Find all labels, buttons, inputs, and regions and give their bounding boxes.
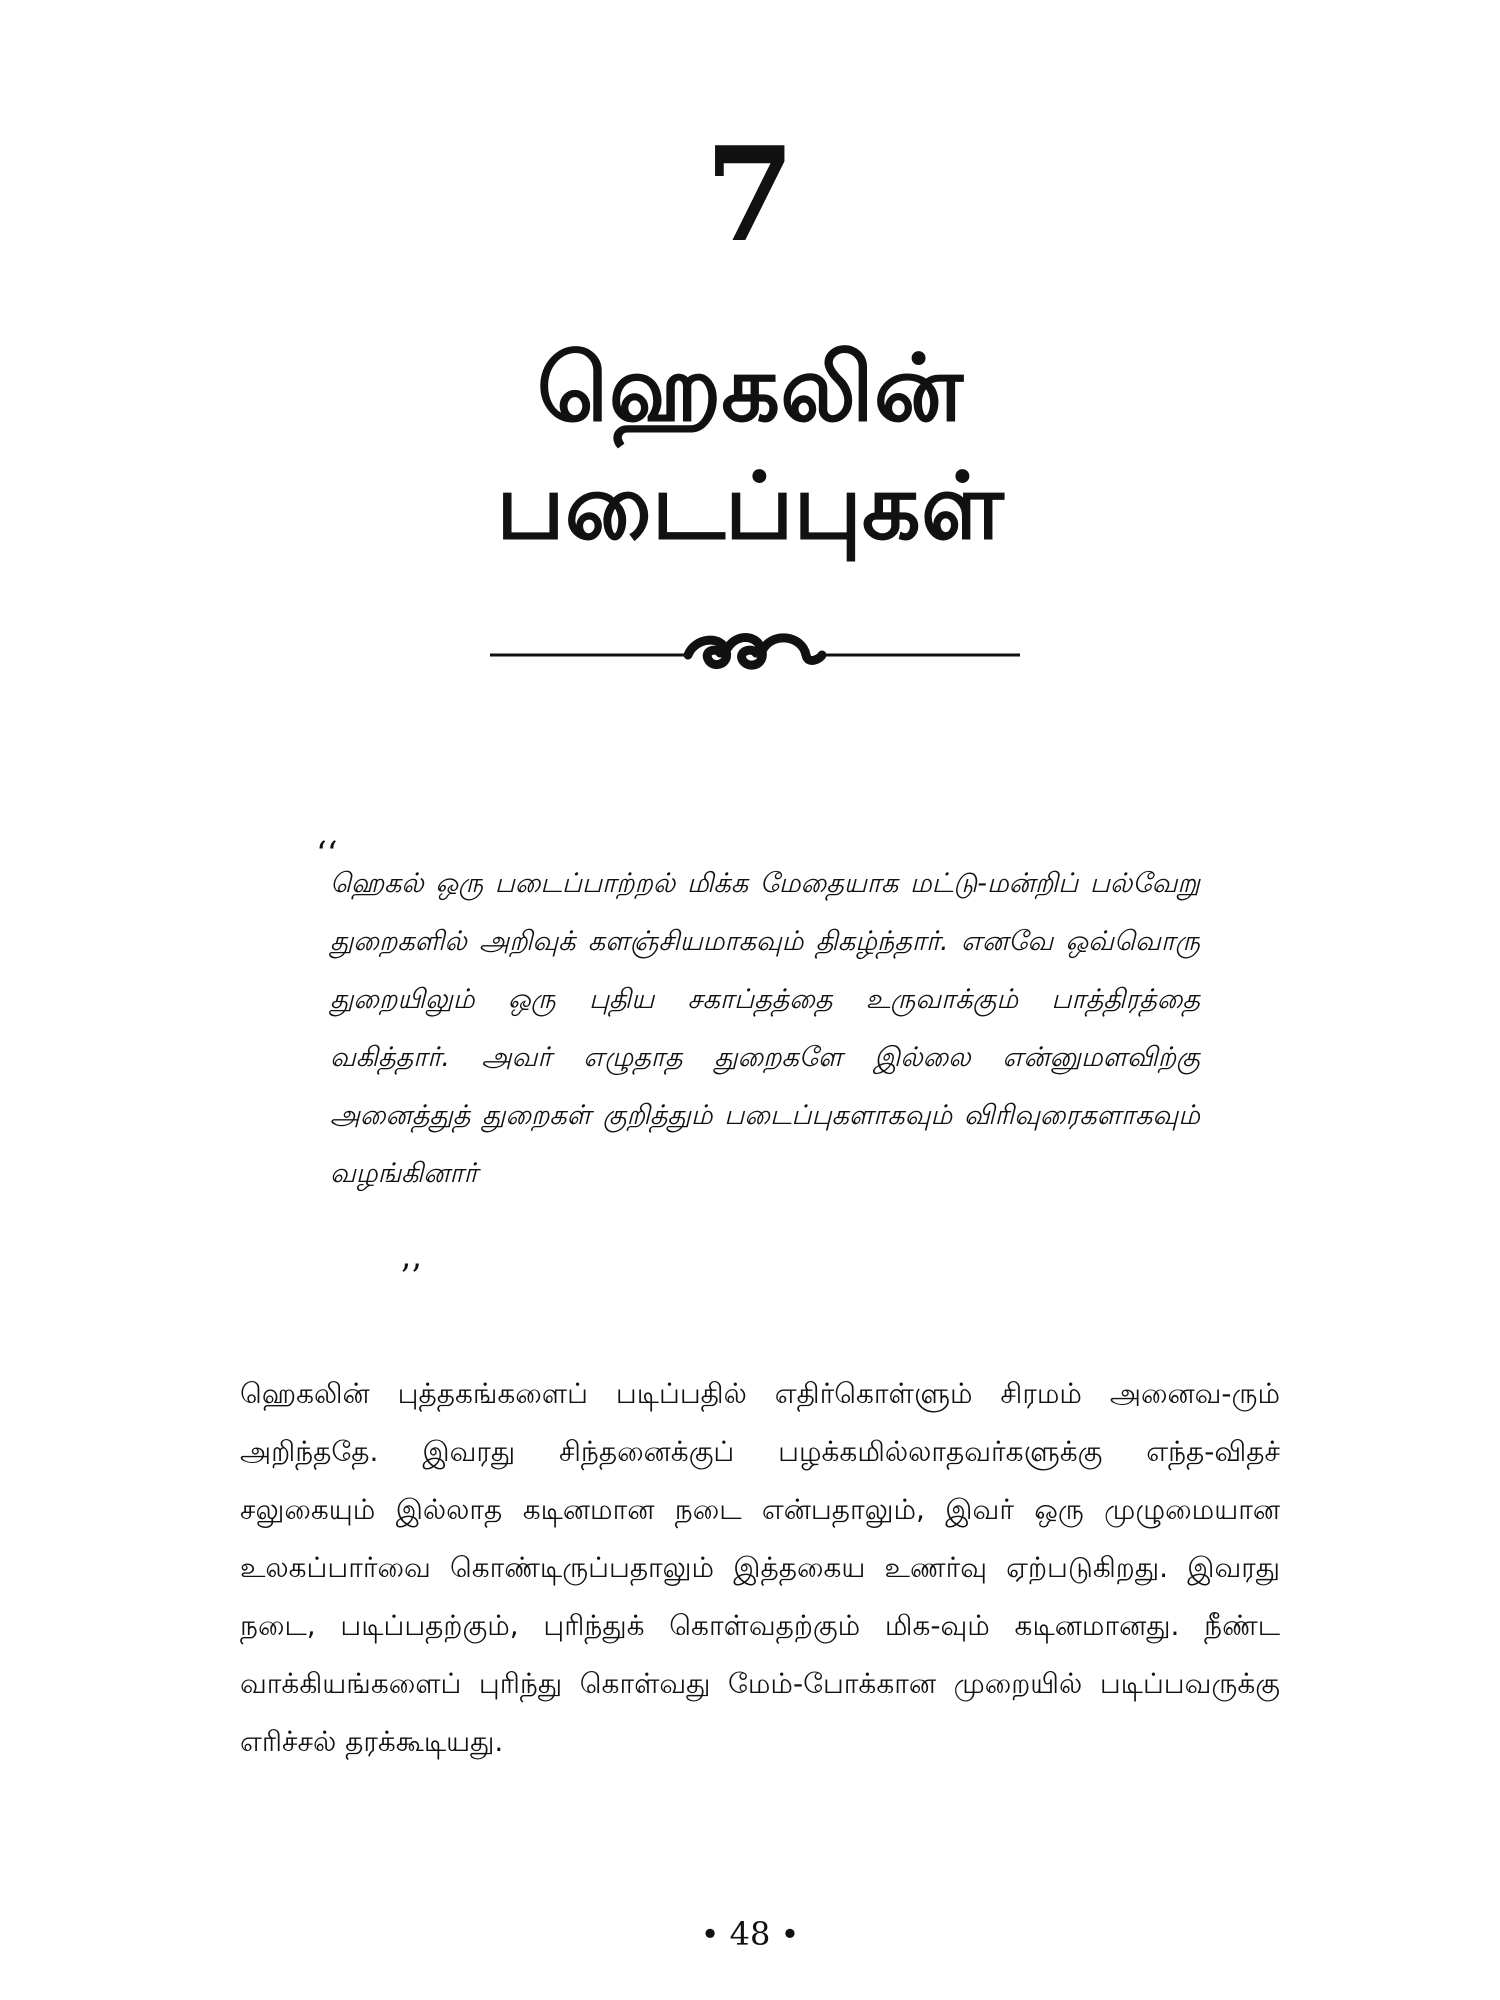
epigraph-text: ஹெகல் ஒரு படைப்பாற்றல் மிக்க மேதையாக மட்டு-மன்றிப் பல்வேறு துறைகளில் அறிவுக் களஞ்சியமாகவும் திகழ்ந்தார். எனவே ஒவ்வொரு துறையிலும் ஒரு புதிய சகாப்தத்தை உருவாக்கும் பாத்திரத்தை வகித்தார். அவர் எழுதாத துறைகளே இல்லை என்னுமளவிற்கு அனைத்துத் துறைகள் குறித்தும் படைப்புகளாகவும் விரிவுரைகளாகவும் வழங்கினார் bbox=[330, 868, 1200, 1189]
chapter-title: ஹெகலின் படைப்புகள் bbox=[496, 335, 1004, 560]
page-number: • 48 • bbox=[700, 1915, 800, 1953]
epigraph-quote bbox=[316, 834, 1200, 1203]
flourish-divider-icon bbox=[490, 625, 1020, 685]
closing-quote-mark: ’’ bbox=[400, 1257, 422, 1297]
opening-quote-mark: ‘‘ bbox=[316, 834, 338, 874]
body-paragraph: ஹெகலின் புத்தகங்களைப் படிப்பதில் எதிர்கொள்ளும் சிரமம் அனைவ-ரும் அறிந்ததே. இவரது சிந்தனைக்குப் பழக்கமில்லாதவர்களுக்கு எந்த-விதச் சலுகையும் இல்லாத கடினமான நடை என்பதாலும், இவர் ஒரு முழுமையான உலகப்பார்வை கொண்டிருப்பதாலும் இத்தகைய உணர்வு ஏற்படுகிறது. இவரது நடை, படிப்பதற்கும், புரிந்துக் கொள்வதற்கும் மிக-வும் கடினமானது. நீண்ட வாக்கியங்களைப் புரிந்து கொள்வது மேம்-போக்கான முறையில் படிப்பவருக்கு எரிச்சல் தரக்கூடியது. bbox=[240, 1377, 1280, 1758]
chapter-number: 7 bbox=[704, 118, 796, 271]
